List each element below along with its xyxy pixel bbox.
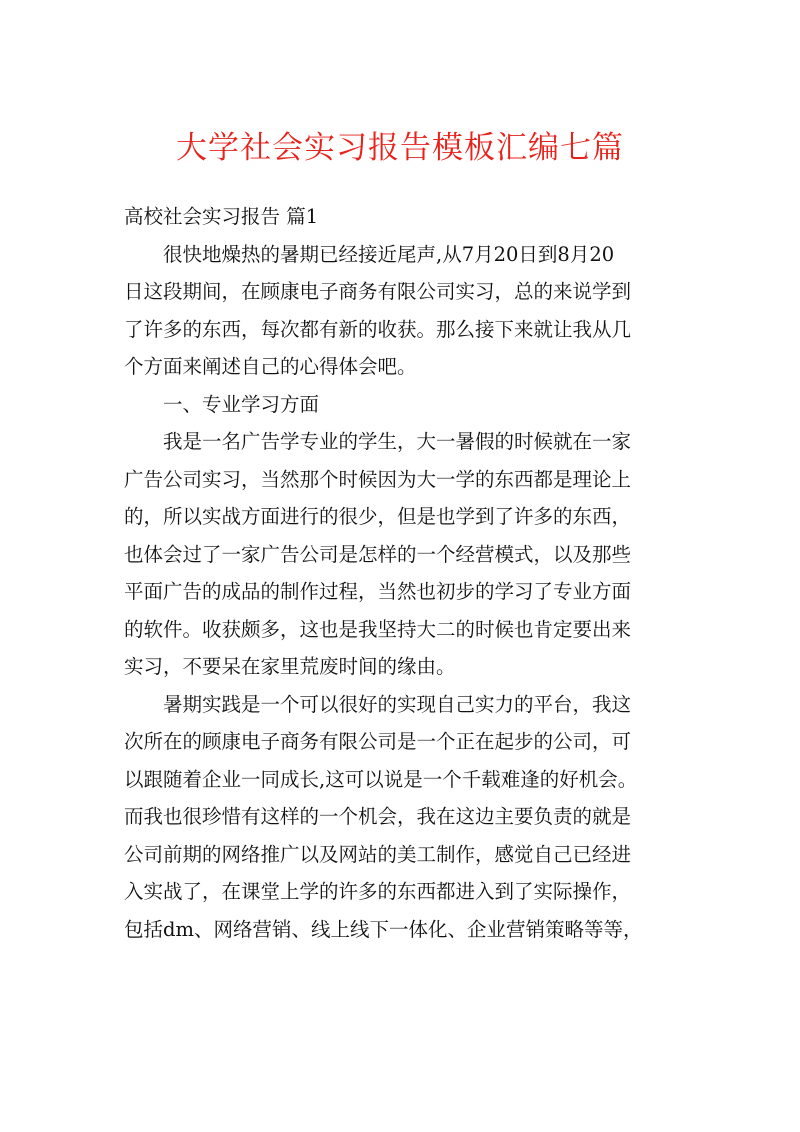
text-line: 广告公司实习，当然那个时候因为大一学的东西都是理论上 [124, 467, 632, 491]
paragraph-advertising-major [124, 423, 684, 686]
text-line: 了许多的东西，每次都有新的收获。那么接下来就让我从几 [124, 317, 632, 341]
text-line: 也体会过了一家广告公司是怎样的一个经营模式，以及那些 [124, 542, 632, 566]
text-line: 暑期实践是一个可以很好的实现自己实力的平台，我这 [163, 692, 632, 716]
text-line: 我是一名广告学专业的学生，大一暑假的时候就在一家 [163, 430, 632, 453]
paragraph-intro [124, 236, 684, 386]
text-line: 包括dm、网络营销、线上线下一体化、企业营销策略等等， [124, 917, 643, 941]
text-line: 一、专业学习方面 [163, 392, 320, 416]
text-line: 平面广告的成品的制作过程，当然也初步的学习了专业方面 [124, 580, 632, 603]
text-line: 公司前期的网络推广以及网站的美工制作，感觉自己已经进 [124, 842, 632, 866]
text-line: 实习，不要呆在家里荒废时间的缘由。 [124, 655, 456, 678]
document-title: 大学社会实习报告模板汇编七篇 [176, 130, 624, 166]
text-line: 的软件。收获颇多，这也是我坚持大二的时候也肯定要出来 [124, 617, 632, 641]
paragraph-summer-practice [124, 686, 684, 949]
subheading-professional-study [124, 386, 684, 424]
text-line: 个方面来阐述自己的心得体会吧。 [124, 355, 417, 378]
text-line: 入实战了，在课堂上学的许多的东西都进入到了实际操作， [124, 880, 632, 903]
text-line: 而我也很珍惜有这样的一个机会，我在这边主要负责的就是 [124, 805, 632, 828]
text-line: 的，所以实战方面进行的很少，但是也学到了许多的东西， [124, 505, 632, 528]
text-line: 很快地燥热的暑期已经接近尾声,从7月20日到8月20 [163, 242, 615, 266]
text-line: 次所在的顾康电子商务有限公司是一个正在起步的公司，可 [124, 730, 632, 753]
text-line: 日这段期间，在顾康电子商务有限公司实习，总的来说学到 [124, 280, 632, 303]
section-heading: 高校社会实习报告 篇1 [124, 205, 319, 228]
document-body [124, 198, 684, 948]
text-line: 以跟随着企业一同成长,这可以说是一个千载难逢的好机会。 [124, 767, 638, 791]
